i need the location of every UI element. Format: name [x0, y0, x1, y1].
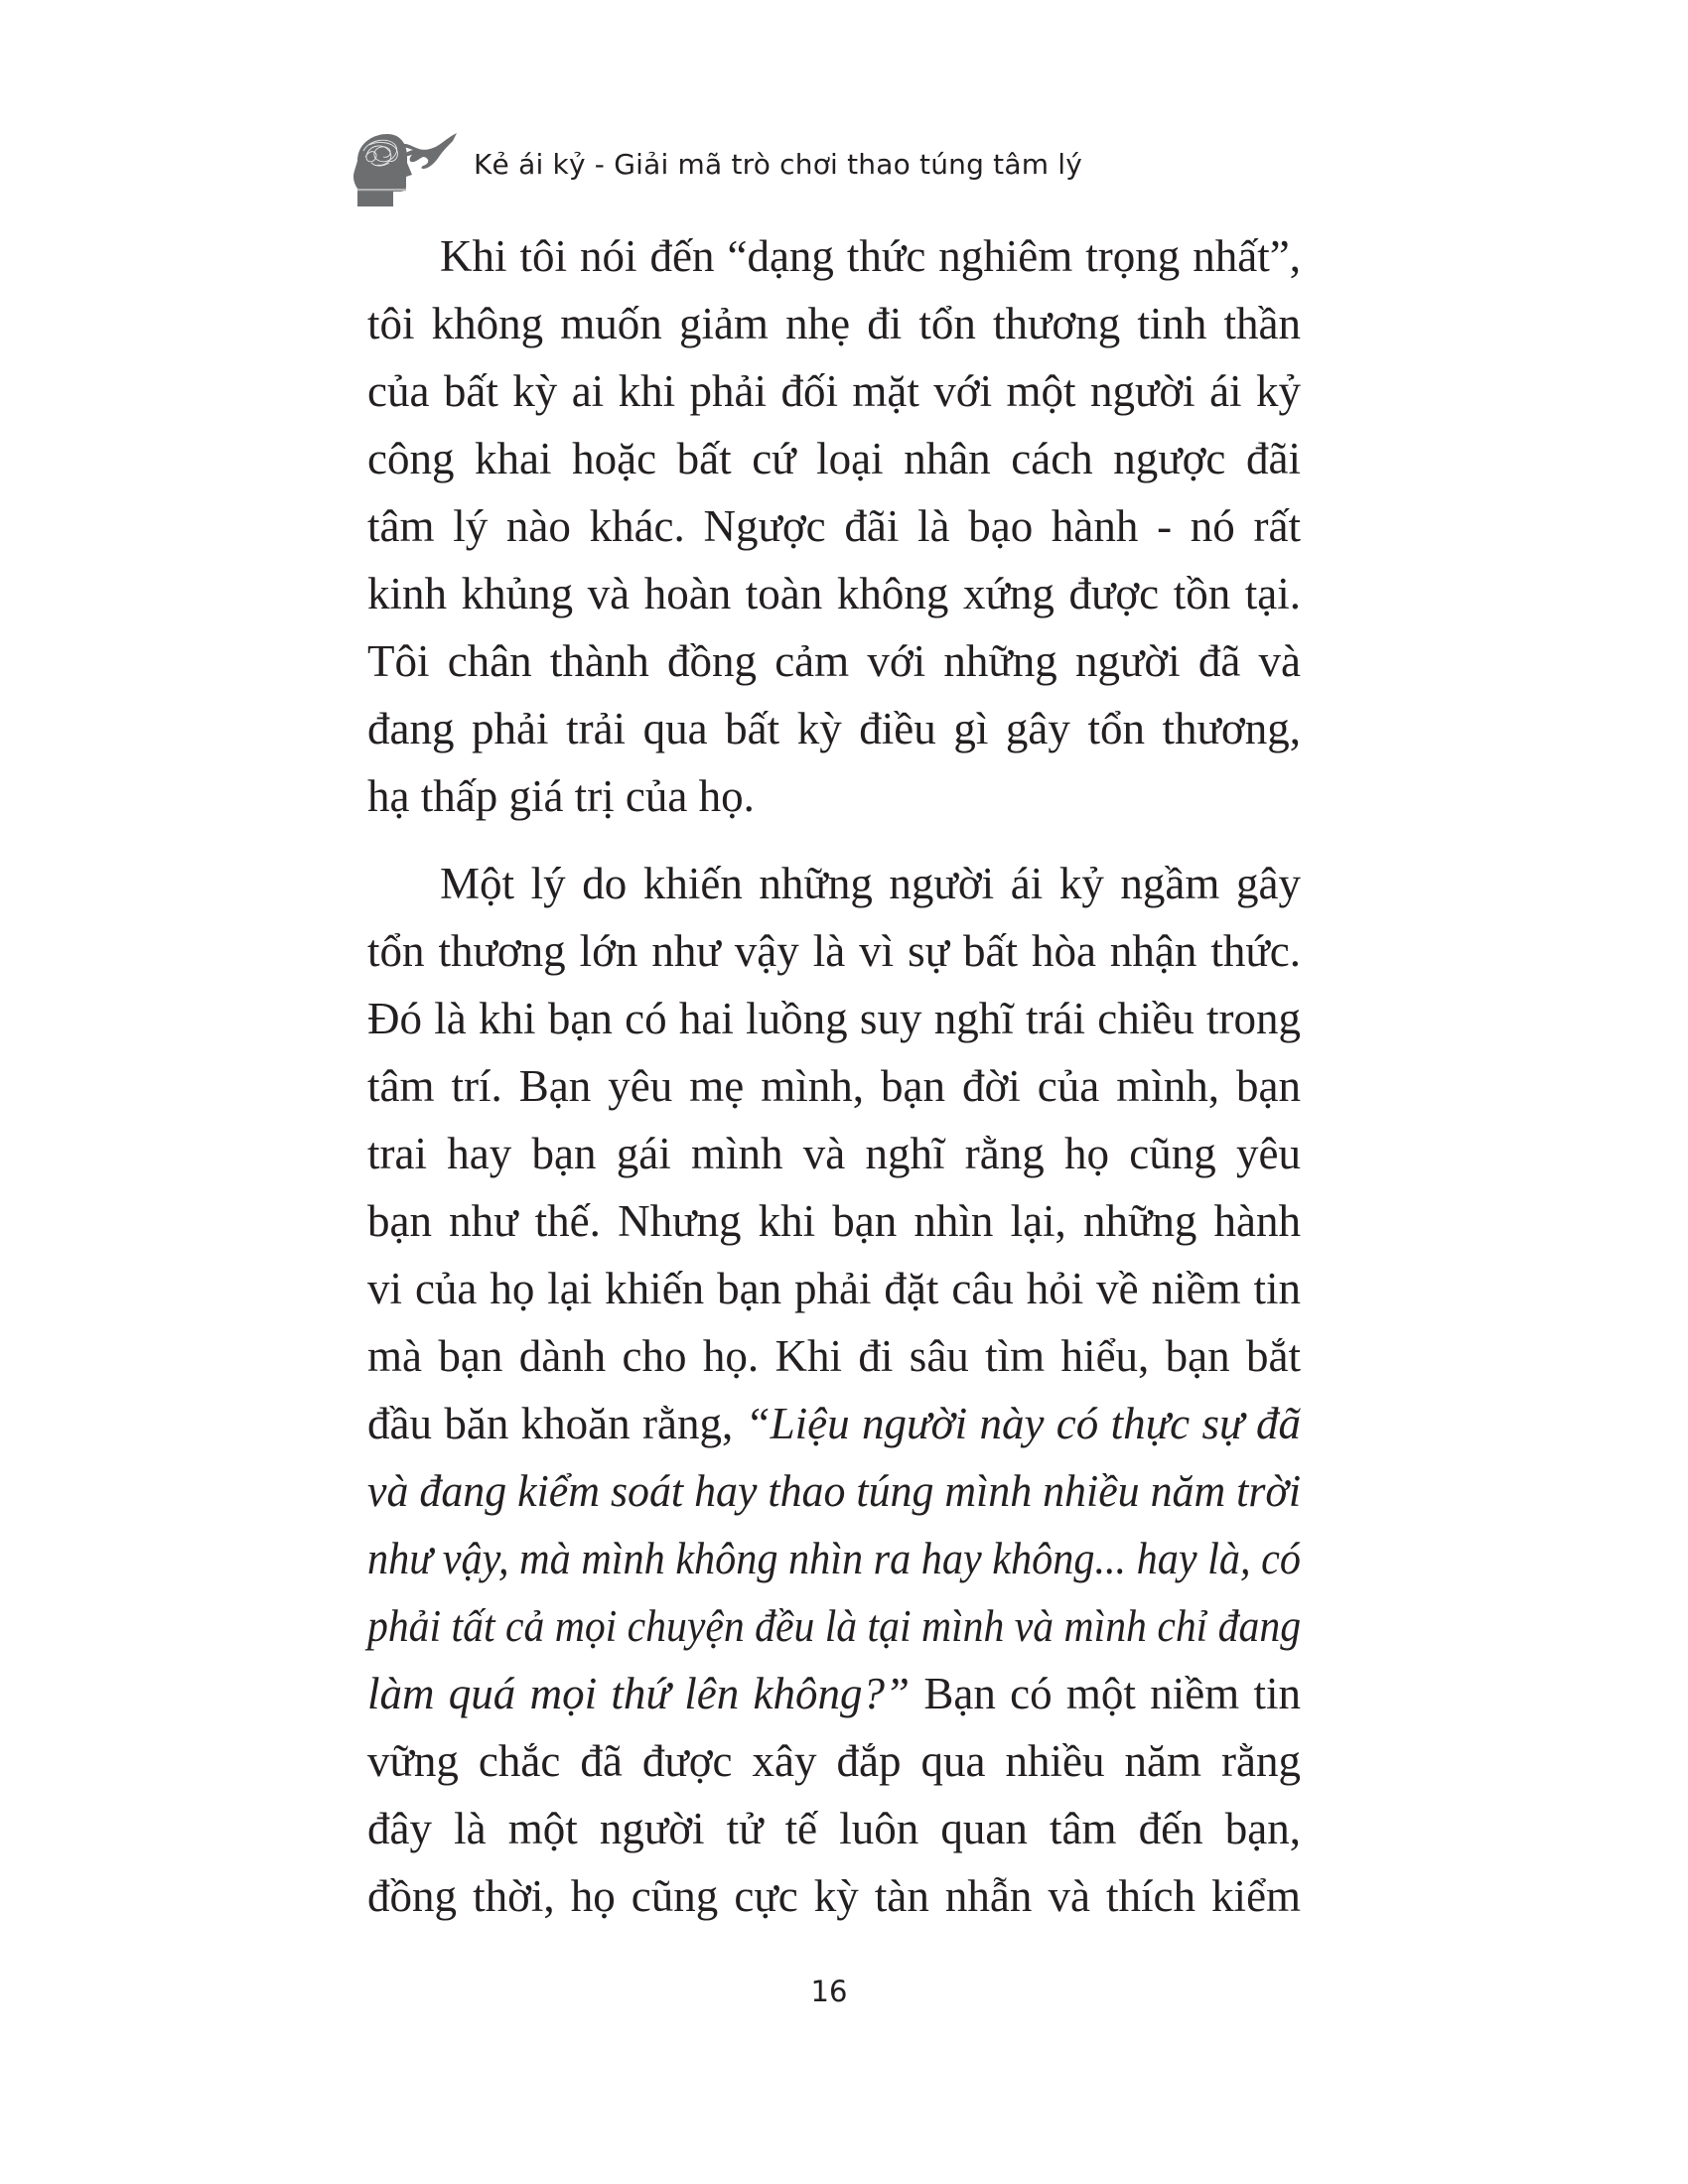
text-run: công khai hoặc bất cứ loại nhân cách ngược đãi	[367, 434, 1301, 483]
text-run: đầu băn khoăn rằng,	[367, 1399, 746, 1448]
text-line-content	[367, 496, 1301, 556]
text-line-content	[367, 921, 1301, 981]
text-line-content	[367, 766, 755, 826]
text-line-content	[367, 564, 1301, 623]
text-line	[367, 1866, 1301, 1926]
text-line	[367, 1124, 1301, 1183]
text-run: đồng thời, họ cũng cực kỳ tàn nhẫn và thích kiểm	[367, 1871, 1302, 1921]
text-run: đang phải trải qua bất kỳ điều gì gây tổn thương,	[367, 704, 1301, 753]
text-line-content	[367, 1461, 1301, 1521]
text-line	[367, 1799, 1301, 1858]
text-run: bạn như thế. Nhưng khi bạn nhìn lại, những hành	[367, 1196, 1301, 1246]
text-line-content	[367, 1259, 1301, 1318]
text-line	[367, 564, 1301, 623]
text-line-content	[367, 294, 1301, 353]
text-line-content	[367, 699, 1301, 758]
italic-text: và đang kiểm soát hay thao túng mình nhiều năm trời	[367, 1466, 1302, 1516]
text-line-content	[367, 1664, 1301, 1723]
text-run: tổn thương lớn như vậy là vì sự bất hòa nhận thức.	[367, 926, 1301, 976]
running-title: Kẻ ái kỷ - Giải mã trò chơi thao túng tâm lý	[474, 148, 1083, 181]
text-run: vững chắc đã được xây đắp qua nhiều năm rằng	[367, 1736, 1301, 1786]
italic-text: như vậy, mà mình không nhìn ra hay không... hay là, có	[367, 1534, 1301, 1583]
text-line	[367, 699, 1301, 758]
italic-text: “Liệu người này có thực sự đã	[745, 1399, 1301, 1448]
text-line	[367, 766, 1301, 826]
text-line-content	[367, 631, 1301, 691]
text-run: Một lý do khiến những người ái kỷ ngầm gây	[440, 859, 1301, 908]
text-line	[367, 361, 1301, 421]
text-line-content	[367, 1799, 1301, 1858]
text-line-content	[367, 1731, 1301, 1791]
text-line	[367, 1326, 1301, 1386]
text-line-content	[367, 1191, 1301, 1251]
text-run: Khi tôi nói đến “dạng thức nghiêm trọng nhất”,	[440, 231, 1301, 281]
text-line	[367, 1394, 1301, 1453]
text-line	[367, 921, 1301, 981]
text-line-content	[367, 1326, 1301, 1386]
text-line	[367, 989, 1301, 1048]
text-run: tâm lý nào khác. Ngược đãi là bạo hành - nó rất	[367, 501, 1301, 551]
text-run: đây là một người tử tế luôn quan tâm đến bạn,	[367, 1804, 1301, 1853]
text-line-content	[367, 1596, 1301, 1656]
text-line-content	[367, 429, 1301, 488]
text-run: trai hay bạn gái mình và nghĩ rằng họ cũng yêu	[367, 1129, 1301, 1178]
text-run: kinh khủng và hoàn toàn không xứng được tồn tại.	[367, 569, 1302, 618]
text-line	[367, 1731, 1301, 1791]
text-line-content	[440, 226, 1301, 286]
text-run: vi của họ lại khiến bạn phải đặt câu hỏi về niềm tin	[367, 1264, 1302, 1313]
text-line-content	[367, 1529, 1301, 1588]
text-run: hạ thấp giá trị của họ.	[367, 771, 755, 821]
text-run: Đó là khi bạn có hai luồng suy nghĩ trái chiều trong	[367, 994, 1302, 1043]
text-line	[367, 631, 1301, 691]
text-run: tâm trí. Bạn yêu mẹ mình, bạn đời của mình, bạn	[367, 1061, 1301, 1111]
text-line	[440, 854, 1301, 913]
italic-text: phải tất cả mọi chuyện đều là tại mình và mình chỉ đang	[367, 1601, 1302, 1651]
text-line	[367, 294, 1301, 353]
text-run: của bất kỳ ai khi phải đối mặt với một người ái kỷ	[367, 366, 1301, 416]
text-line-content	[367, 361, 1301, 421]
text-line-content	[440, 854, 1301, 913]
text-line	[367, 1461, 1301, 1521]
text-line	[440, 226, 1301, 286]
italic-text: làm quá mọi thứ lên không?”	[367, 1669, 911, 1718]
text-line	[367, 1664, 1301, 1723]
text-line-content	[367, 1394, 1301, 1453]
text-line	[367, 1056, 1301, 1116]
text-line	[367, 429, 1301, 488]
text-line	[367, 1259, 1301, 1318]
text-line	[367, 1191, 1301, 1251]
text-run: Bạn có một niềm tin	[910, 1669, 1301, 1718]
text-run: mà bạn dành cho họ. Khi đi sâu tìm hiểu, bạn bắt	[367, 1331, 1301, 1381]
text-line	[367, 496, 1301, 556]
text-run: tôi không muốn giảm nhẹ đi tổn thương tinh thần	[367, 299, 1301, 348]
text-line-content	[367, 1056, 1301, 1116]
text-line	[367, 1529, 1301, 1588]
page-number: 16	[810, 1975, 848, 2008]
text-line-content	[367, 1124, 1301, 1183]
text-line-content	[367, 1866, 1301, 1926]
text-run: Tôi chân thành đồng cảm với những người đã và	[367, 636, 1301, 686]
text-line	[367, 1596, 1301, 1656]
text-line-content	[367, 989, 1301, 1048]
